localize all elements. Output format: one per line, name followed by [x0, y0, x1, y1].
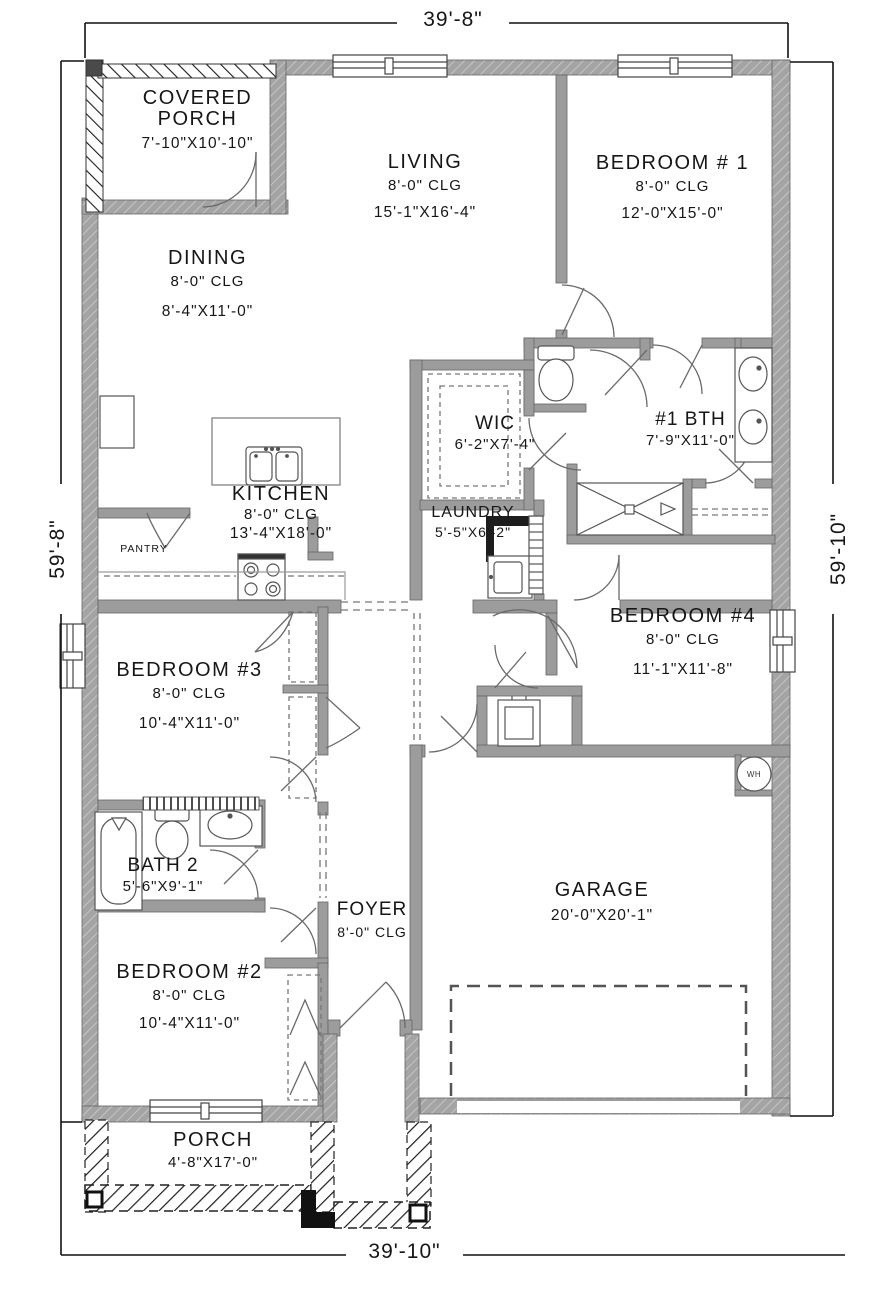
dimension-bottom: 39'-10" — [346, 1240, 463, 1264]
entry-alcove-left-wall — [323, 1034, 337, 1122]
mech-closet-door — [495, 645, 538, 688]
room-label-laundry: LAUNDRY 5'-5"X6'-2" — [431, 504, 515, 540]
room-label-bedroom-2: BEDROOM #2 8'-0" CLG 10'-4"X11'-0" — [116, 961, 263, 1032]
interior-walls — [98, 75, 790, 1106]
bedroom4-door — [493, 610, 577, 668]
kitchen-island — [212, 418, 340, 485]
room-label-porch: PORCH 4'-8"X17'-0" — [167, 1129, 259, 1171]
room-label-pantry: PANTRY — [120, 543, 168, 555]
toilet-2-icon — [155, 808, 189, 859]
room-label-wic: WIC 6'-2"X7'-4" — [454, 413, 536, 453]
bath2-tile-band — [143, 797, 259, 810]
garage-door-dashed-outline — [451, 986, 746, 1096]
porch-column-base-right — [410, 1205, 426, 1221]
front-door — [340, 982, 405, 1028]
bedroom2-door — [270, 908, 316, 954]
room-label-garage: GARAGE 20'-0"X20'-1" — [550, 879, 654, 924]
room-label-dining: DINING 8'-0" CLG 8'-4"X11'-0" — [161, 247, 254, 320]
bedroom3-door — [270, 757, 316, 802]
dimension-top: 39'-8" — [397, 8, 509, 32]
bedroom1-door — [562, 285, 614, 337]
furnace-icon — [498, 696, 540, 746]
room-label-living: LIVING 8'-0" CLG 15'-1"X16'-4" — [373, 151, 477, 221]
room-label-bath-2: BATH 2 5'-6"X9'-1" — [122, 855, 204, 895]
living-window — [333, 55, 447, 77]
room-label-kitchen: KITCHEN 8'-0" CLG 13'-4"X18'-0" — [229, 483, 333, 542]
bedroom1-window — [618, 55, 732, 77]
garage-opening — [457, 1099, 740, 1113]
room-label-bedroom-1: BEDROOM # 1 8'-0" CLG 12'-0"X15'-0" — [595, 152, 750, 222]
linen-closet-door — [326, 697, 360, 748]
dimension-left: 59'-8" — [46, 484, 70, 614]
garage-entry-door — [429, 704, 477, 752]
water-heater-label: WH — [746, 770, 762, 779]
room-label-foyer: FOYER 8'-0" CLG — [336, 899, 408, 940]
bath2-vanity — [200, 806, 262, 846]
laundry-bifold-door — [529, 516, 543, 594]
shower-icon — [577, 483, 683, 535]
room-label-bath-1: #1 BTH 7'-9"X11'-0" — [646, 409, 735, 449]
stove-icon — [238, 554, 285, 600]
bath1-door — [653, 345, 702, 394]
dimension-right: 59'-10" — [827, 484, 851, 614]
refrigerator-icon — [100, 396, 134, 448]
toilet-1-icon — [538, 346, 574, 401]
porch-column-base-left — [87, 1192, 102, 1207]
room-label-bedroom-4: BEDROOM #4 8'-0" CLG 11'-1"X11'-8" — [609, 605, 757, 678]
hall-closet-door — [574, 555, 619, 600]
wc-door — [590, 350, 647, 407]
bedroom2-window — [150, 1100, 262, 1122]
entry-alcove-right-wall — [405, 1034, 419, 1122]
porch-door — [203, 152, 256, 207]
room-label-bedroom-3: BEDROOM #3 8'-0" CLG 10'-4"X11'-0" — [116, 659, 263, 732]
bedroom3-closet-door — [255, 612, 293, 652]
room-label-covered-porch: COVERED PORCH 7'-10"X10'-10" — [141, 87, 254, 152]
